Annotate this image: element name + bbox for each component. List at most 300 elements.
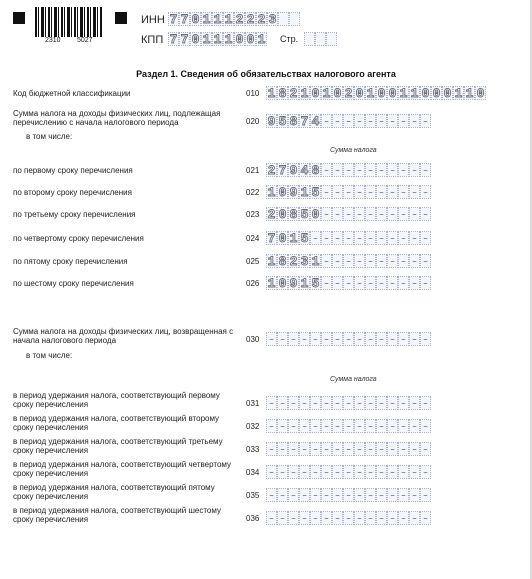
row-code-020: 020	[246, 117, 260, 126]
field-033-cell: -	[366, 441, 375, 457]
field-010-cell: 0	[333, 85, 342, 101]
field-032[interactable]	[266, 419, 431, 433]
field-022-cell: 5	[311, 184, 320, 200]
field-032-cell: -	[366, 418, 375, 434]
field-036-cell: -	[300, 510, 309, 526]
field-023-cell: 5	[300, 206, 309, 222]
field-035-cell: -	[289, 487, 298, 503]
field-010-cell: 1	[465, 85, 474, 101]
field-024-cell: -	[355, 230, 364, 246]
kpp-cell: 1	[257, 31, 266, 47]
field-030-cell: -	[366, 331, 375, 347]
field-026[interactable]	[266, 276, 431, 290]
field-022-cell: -	[388, 184, 397, 200]
field-010-cell: 1	[267, 85, 276, 101]
field-032-cell: -	[410, 418, 419, 434]
field-020-cell: -	[355, 113, 364, 129]
field-021-cell: 2	[267, 162, 276, 178]
kpp-cell: 1	[213, 31, 222, 47]
field-022-cell: 0	[278, 184, 287, 200]
field-033-cell: -	[344, 441, 353, 457]
field-035-cell: -	[311, 487, 320, 503]
field-032-cell: -	[399, 418, 408, 434]
field-032-cell: -	[267, 418, 276, 434]
field-034-cell: -	[333, 464, 342, 480]
field-020[interactable]	[266, 114, 431, 128]
field-023-cell: -	[333, 206, 342, 222]
field-022-cell: 1	[267, 184, 276, 200]
field-035-cell: -	[366, 487, 375, 503]
field-032-cell: -	[289, 418, 298, 434]
field-020-cell: 7	[300, 113, 309, 129]
field-026-cell: 1	[267, 275, 276, 291]
kpp-cell: 0	[191, 31, 200, 47]
field-034-cell: -	[355, 464, 364, 480]
field-021-cell: -	[410, 162, 419, 178]
kpp-cell: 7	[180, 31, 189, 47]
kpp-cell: 1	[224, 31, 233, 47]
field-021-cell: -	[388, 162, 397, 178]
field-023-cell: -	[388, 206, 397, 222]
row-label-031: в период удержания налога, соответствующий первому сроку перечисления	[13, 391, 220, 409]
row-code-030: 030	[246, 335, 260, 344]
row-label-010: Код бюджетной классификации	[13, 89, 131, 98]
field-020-cell: -	[333, 113, 342, 129]
corner-marker-right	[115, 12, 127, 24]
field-010-cell: 0	[377, 85, 386, 101]
field-025-cell: -	[399, 253, 408, 269]
field-024-cell: -	[421, 230, 430, 246]
field-023-cell: 0	[278, 206, 287, 222]
including-label-2: в том числе:	[26, 351, 73, 360]
field-020-cell: -	[322, 113, 331, 129]
inn-cell: 2	[235, 11, 244, 27]
field-030-cell: -	[300, 331, 309, 347]
field-033-cell: -	[300, 441, 309, 457]
field-026-cell: -	[410, 275, 419, 291]
field-021-cell: 9	[289, 162, 298, 178]
field-024-cell: -	[410, 230, 419, 246]
field-031-cell: -	[289, 395, 298, 411]
corner-marker-left	[13, 12, 25, 24]
row-label-030: Сумма налога на доходы физических лиц, возвращенная с начала налогового периода	[13, 327, 234, 345]
field-031-cell: -	[267, 395, 276, 411]
field-026-cell: 5	[311, 275, 320, 291]
inn-cell: 1	[224, 11, 233, 27]
field-021-cell: -	[377, 162, 386, 178]
row-code-031: 031	[246, 399, 260, 408]
row-label-021: по первому сроку перечисления	[13, 166, 133, 175]
field-022[interactable]	[266, 185, 431, 199]
field-010-cell: 0	[432, 85, 441, 101]
field-036-cell: -	[377, 510, 386, 526]
inn-label: ИНН	[141, 14, 165, 26]
kpp-field[interactable]	[168, 32, 267, 46]
field-021-cell: -	[322, 162, 331, 178]
field-021-cell: -	[355, 162, 364, 178]
field-024-cell: -	[311, 230, 320, 246]
field-023-cell: -	[366, 206, 375, 222]
field-025-cell: -	[344, 253, 353, 269]
field-026-cell: -	[355, 275, 364, 291]
field-026-cell: -	[388, 275, 397, 291]
field-026-cell: -	[366, 275, 375, 291]
field-023-cell: -	[410, 206, 419, 222]
row-code-022: 022	[246, 188, 260, 197]
field-010-cell: 1	[410, 85, 419, 101]
field-031-cell: -	[278, 395, 287, 411]
field-026-cell: 1	[300, 275, 309, 291]
row-label-032: в период удержания налога, соответствующий второму сроку перечисления	[13, 414, 220, 432]
field-024-cell: -	[377, 230, 386, 246]
field-036-cell: -	[355, 510, 364, 526]
row-code-036: 036	[246, 514, 260, 523]
field-030-cell: -	[311, 331, 320, 347]
field-022-cell: -	[399, 184, 408, 200]
field-032-cell: -	[388, 418, 397, 434]
field-034[interactable]	[266, 465, 431, 479]
field-026-cell: -	[333, 275, 342, 291]
field-023-cell: -	[322, 206, 331, 222]
field-033-cell: -	[377, 441, 386, 457]
field-024-cell: -	[366, 230, 375, 246]
row-code-033: 033	[246, 445, 260, 454]
field-030-cell: -	[421, 331, 430, 347]
field-030-cell: -	[355, 331, 364, 347]
field-034-cell: -	[410, 464, 419, 480]
field-036-cell: -	[289, 510, 298, 526]
field-031-cell: -	[388, 395, 397, 411]
row-code-010: 010	[246, 89, 260, 98]
field-025-cell: 2	[289, 253, 298, 269]
field-031-cell: -	[366, 395, 375, 411]
field-024-cell: -	[399, 230, 408, 246]
field-010-cell: 1	[322, 85, 331, 101]
row-code-023: 023	[246, 210, 260, 219]
field-030-cell: -	[267, 331, 276, 347]
inn-cell: 2	[246, 11, 255, 27]
sum-note-1: Сумма налога	[330, 147, 377, 154]
field-023-cell: 0	[311, 206, 320, 222]
field-034-cell: -	[267, 464, 276, 480]
field-036-cell: -	[410, 510, 419, 526]
kpp-cell: 0	[235, 31, 244, 47]
field-010-cell: 0	[355, 85, 364, 101]
field-010-cell: 8	[278, 85, 287, 101]
field-026-cell: 0	[278, 275, 287, 291]
field-025-cell: -	[355, 253, 364, 269]
field-023-cell: -	[421, 206, 430, 222]
field-031[interactable]	[266, 396, 431, 410]
field-033-cell: -	[399, 441, 408, 457]
field-036-cell: -	[344, 510, 353, 526]
field-021-cell: -	[333, 162, 342, 178]
field-020-cell: -	[344, 113, 353, 129]
field-020-cell: -	[410, 113, 419, 129]
field-035-cell: -	[388, 487, 397, 503]
field-033-cell: -	[388, 441, 397, 457]
field-022-cell: 9	[289, 184, 298, 200]
kpp-cell: 7	[169, 31, 178, 47]
field-025-cell: -	[410, 253, 419, 269]
field-032-cell: -	[300, 418, 309, 434]
field-033-cell: -	[322, 441, 331, 457]
field-025-cell: -	[388, 253, 397, 269]
kpp-label: КПП	[141, 34, 164, 46]
field-035-cell: -	[322, 487, 331, 503]
field-032-cell: -	[278, 418, 287, 434]
field-031-cell: -	[333, 395, 342, 411]
field-034-cell: -	[377, 464, 386, 480]
field-026-cell: -	[344, 275, 353, 291]
field-023[interactable]	[266, 207, 431, 221]
field-023-cell: 2	[267, 206, 276, 222]
field-022-cell: -	[421, 184, 430, 200]
field-030-cell: -	[388, 331, 397, 347]
field-024-cell: 7	[267, 230, 276, 246]
field-025[interactable]	[266, 254, 431, 268]
field-034-cell: -	[311, 464, 320, 480]
field-020-cell: -	[377, 113, 386, 129]
field-030-cell: -	[278, 331, 287, 347]
inn-cell	[278, 12, 289, 26]
row-code-035: 035	[246, 491, 260, 500]
field-021-cell: -	[421, 162, 430, 178]
field-023-cell: 8	[289, 206, 298, 222]
field-024-cell: 5	[300, 230, 309, 246]
field-020-cell: -	[421, 113, 430, 129]
row-label-023: по третьему сроку перечисления	[13, 210, 136, 219]
field-025-cell: -	[333, 253, 342, 269]
field-021-cell: -	[366, 162, 375, 178]
field-033-cell: -	[267, 441, 276, 457]
field-035-cell: -	[410, 487, 419, 503]
inn-cell: 0	[191, 11, 200, 27]
field-021-cell: 8	[311, 162, 320, 178]
page-cell	[326, 32, 337, 46]
field-030-cell: -	[289, 331, 298, 347]
field-033-cell: -	[333, 441, 342, 457]
field-030-cell: -	[333, 331, 342, 347]
field-024-cell: 1	[289, 230, 298, 246]
field-023-cell: -	[399, 206, 408, 222]
field-033-cell: -	[289, 441, 298, 457]
inn-cell: 2	[257, 11, 266, 27]
field-010[interactable]	[266, 86, 486, 100]
field-034-cell: -	[421, 464, 430, 480]
row-code-032: 032	[246, 422, 260, 431]
field-010-cell: 0	[476, 85, 485, 101]
field-010-cell: 2	[344, 85, 353, 101]
field-032-cell: -	[322, 418, 331, 434]
row-code-026: 026	[246, 279, 260, 288]
field-034-cell: -	[322, 464, 331, 480]
field-010-cell: 1	[399, 85, 408, 101]
field-024-cell: -	[333, 230, 342, 246]
field-020-cell: 4	[311, 113, 320, 129]
page-number-field[interactable]	[304, 32, 337, 46]
inn-cell: 1	[202, 11, 211, 27]
field-020-cell: 5	[278, 113, 287, 129]
field-010-cell: 0	[421, 85, 430, 101]
inn-cell	[289, 12, 300, 26]
field-033-cell: -	[311, 441, 320, 457]
field-030-cell: -	[322, 331, 331, 347]
field-035[interactable]	[266, 488, 431, 502]
row-label-033: в период удержания налога, соответствующий третьему сроку перечисления	[13, 437, 223, 455]
inn-cell: 7	[180, 11, 189, 27]
field-025-cell: 1	[267, 253, 276, 269]
row-code-025: 025	[246, 257, 260, 266]
row-code-034: 034	[246, 468, 260, 477]
field-025-cell: -	[366, 253, 375, 269]
field-023-cell: -	[377, 206, 386, 222]
kpp-cell: 0	[246, 31, 255, 47]
row-label-022: по второму сроку перечисления	[13, 188, 132, 197]
field-026-cell: -	[399, 275, 408, 291]
field-036-cell: -	[267, 510, 276, 526]
field-023-cell: -	[344, 206, 353, 222]
field-035-cell: -	[333, 487, 342, 503]
field-023-cell: -	[355, 206, 364, 222]
field-020-cell: -	[388, 113, 397, 129]
field-020-cell: -	[399, 113, 408, 129]
field-010-cell: 0	[388, 85, 397, 101]
field-034-cell: -	[278, 464, 287, 480]
field-034-cell: -	[388, 464, 397, 480]
field-025-cell: -	[377, 253, 386, 269]
field-036-cell: -	[399, 510, 408, 526]
field-036[interactable]	[266, 511, 431, 525]
field-025-cell: 3	[300, 253, 309, 269]
field-025-cell: -	[322, 253, 331, 269]
field-025-cell: 8	[278, 253, 287, 269]
field-010-cell: 2	[289, 85, 298, 101]
barcode	[35, 7, 103, 37]
field-022-cell: -	[322, 184, 331, 200]
field-020-cell: 9	[267, 113, 276, 129]
field-021-cell: -	[344, 162, 353, 178]
field-020-cell: -	[366, 113, 375, 129]
field-034-cell: -	[300, 464, 309, 480]
field-010-cell: 0	[311, 85, 320, 101]
field-022-cell: -	[333, 184, 342, 200]
section-title: Раздел 1. Сведения об обязательствах налогового агента	[136, 69, 396, 79]
field-036-cell: -	[366, 510, 375, 526]
field-036-cell: -	[333, 510, 342, 526]
field-021-cell: -	[399, 162, 408, 178]
row-label-034: в период удержания налога, соответствующий четвертому сроку перечисления	[13, 460, 231, 478]
row-label-036: в период удержания налога, соответствующий шестому сроку перечисления	[13, 506, 221, 524]
row-code-021: 021	[246, 166, 260, 175]
page-cell	[315, 32, 326, 46]
field-034-cell: -	[344, 464, 353, 480]
barcode-number-right: 5027	[77, 37, 93, 44]
sum-note-2: Сумма налога	[330, 376, 377, 383]
row-label-025: по пятому сроку перечисления	[13, 257, 128, 266]
field-010-cell: 1	[454, 85, 463, 101]
field-031-cell: -	[355, 395, 364, 411]
inn-cell: 7	[169, 11, 178, 27]
field-022-cell: -	[344, 184, 353, 200]
row-label-024: по четвертому сроку перечисления	[13, 234, 144, 243]
field-022-cell: 1	[300, 184, 309, 200]
field-035-cell: -	[355, 487, 364, 503]
field-031-cell: -	[344, 395, 353, 411]
field-036-cell: -	[322, 510, 331, 526]
field-030-cell: -	[399, 331, 408, 347]
field-030-cell: -	[410, 331, 419, 347]
field-031-cell: -	[311, 395, 320, 411]
field-010-cell: 1	[366, 85, 375, 101]
row-label-026: по шестому сроку перечисления	[13, 279, 134, 288]
inn-cell: 1	[213, 11, 222, 27]
field-010-cell: 0	[443, 85, 452, 101]
field-035-cell: -	[278, 487, 287, 503]
field-032-cell: -	[355, 418, 364, 434]
field-030-cell: -	[344, 331, 353, 347]
field-022-cell: -	[355, 184, 364, 200]
field-033-cell: -	[421, 441, 430, 457]
page-label: Стр.	[280, 34, 299, 44]
field-032-cell: -	[311, 418, 320, 434]
field-033-cell: -	[410, 441, 419, 457]
field-024[interactable]	[266, 231, 431, 245]
field-033-cell: -	[355, 441, 364, 457]
field-033[interactable]	[266, 442, 431, 456]
field-036-cell: -	[278, 510, 287, 526]
field-010-cell: 1	[300, 85, 309, 101]
field-026-cell: -	[322, 275, 331, 291]
field-031-cell: -	[300, 395, 309, 411]
inn-cell: 3	[268, 11, 277, 27]
field-035-cell: -	[399, 487, 408, 503]
field-036-cell: -	[421, 510, 430, 526]
field-033-cell: -	[278, 441, 287, 457]
field-025-cell: 1	[311, 253, 320, 269]
field-021[interactable]	[266, 163, 431, 177]
including-label-1: в том числе:	[26, 132, 73, 141]
field-031-cell: -	[410, 395, 419, 411]
field-032-cell: -	[333, 418, 342, 434]
field-035-cell: -	[300, 487, 309, 503]
field-032-cell: -	[421, 418, 430, 434]
field-021-cell: 7	[278, 162, 287, 178]
kpp-cell: 1	[202, 31, 211, 47]
field-031-cell: -	[421, 395, 430, 411]
field-025-cell: -	[421, 253, 430, 269]
row-code-024: 024	[246, 234, 260, 243]
field-031-cell: -	[399, 395, 408, 411]
field-035-cell: -	[344, 487, 353, 503]
field-030-cell: -	[377, 331, 386, 347]
field-032-cell: -	[377, 418, 386, 434]
field-035-cell: -	[267, 487, 276, 503]
field-026-cell: -	[421, 275, 430, 291]
field-021-cell: 4	[300, 162, 309, 178]
field-035-cell: -	[377, 487, 386, 503]
field-024-cell: -	[344, 230, 353, 246]
field-030[interactable]	[266, 332, 431, 346]
row-label-020: Сумма налога на доходы физических лиц, подлежащая перечислению с начала налогового периода	[13, 109, 221, 127]
field-026-cell: 9	[289, 275, 298, 291]
field-034-cell: -	[366, 464, 375, 480]
field-035-cell: -	[421, 487, 430, 503]
field-036-cell: -	[311, 510, 320, 526]
field-031-cell: -	[322, 395, 331, 411]
field-036-cell: -	[388, 510, 397, 526]
inn-field[interactable]	[168, 12, 300, 26]
